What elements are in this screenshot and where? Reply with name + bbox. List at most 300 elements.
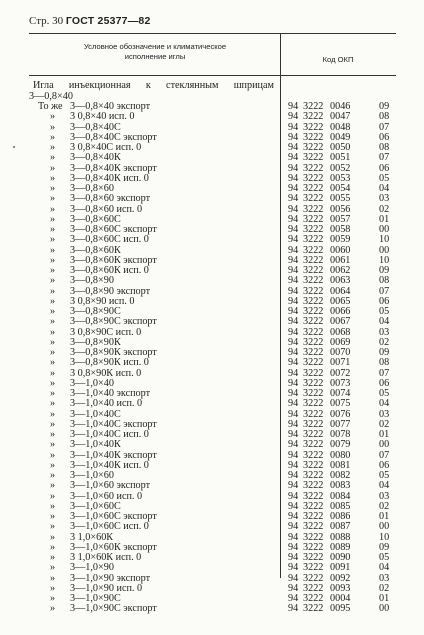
needle-designation: 3—0,8×90К экспорт bbox=[70, 347, 157, 358]
needle-designation: 3—1,0×90С экспорт bbox=[70, 603, 157, 615]
okp-code-part: 94 bbox=[288, 162, 299, 174]
ditto-mark: » bbox=[50, 511, 56, 522]
okp-code-part: 0091 bbox=[330, 562, 351, 574]
okp-code-part: 94 bbox=[288, 511, 299, 522]
okp-code-part: 08 bbox=[379, 275, 390, 287]
okp-code-part: 94 bbox=[288, 377, 299, 389]
okp-code-part: 3222 bbox=[303, 101, 324, 112]
okp-code-part: 94 bbox=[288, 203, 299, 215]
needle-designation: 3—1,0×60С экспорт bbox=[70, 511, 157, 522]
okp-code-part: 0059 bbox=[330, 234, 351, 246]
ditto-mark: » bbox=[50, 224, 56, 235]
okp-code-part: 3222 bbox=[303, 593, 324, 604]
okp-code-part: 10 bbox=[379, 254, 390, 266]
okp-code-part: 0092 bbox=[330, 572, 351, 584]
okp-code-part: 00 bbox=[379, 439, 390, 451]
ditto-mark: » bbox=[50, 285, 56, 297]
ditto-mark: » bbox=[50, 357, 56, 369]
ditto-mark: » bbox=[50, 521, 56, 533]
okp-code-part: 94 bbox=[288, 490, 299, 502]
okp-code-part: 3222 bbox=[303, 531, 324, 543]
okp-code-part: 01 bbox=[379, 593, 390, 604]
okp-code-part: 3222 bbox=[303, 388, 324, 399]
okp-code-part: 94 bbox=[288, 172, 299, 184]
table-row bbox=[0, 246, 424, 256]
table-row bbox=[0, 451, 424, 461]
needle-designation: 3—1,0×60 исп. 0 bbox=[70, 490, 143, 502]
okp-code-part: 94 bbox=[288, 265, 299, 276]
okp-code-part: 3222 bbox=[303, 367, 324, 379]
needle-designation: 3 0,8×90С исп. 0 bbox=[70, 326, 142, 338]
table-row bbox=[0, 410, 424, 420]
ditto-mark: » bbox=[50, 500, 56, 512]
ditto-mark: » bbox=[50, 531, 56, 543]
okp-code-part: 94 bbox=[288, 234, 299, 246]
okp-code-part: 05 bbox=[379, 470, 390, 481]
okp-code-part: 0087 bbox=[330, 521, 351, 533]
okp-code-part: 94 bbox=[288, 254, 299, 266]
okp-code-part: 01 bbox=[379, 429, 390, 440]
table-row bbox=[0, 430, 424, 440]
okp-code-part: 04 bbox=[379, 562, 390, 574]
okp-code-part: 0004 bbox=[330, 593, 351, 604]
table-row bbox=[0, 379, 424, 389]
needle-designation: 3—0,8×90 bbox=[70, 275, 114, 287]
page-header bbox=[29, 15, 151, 27]
ditto-mark: » bbox=[50, 234, 56, 246]
okp-code-part: 3222 bbox=[303, 511, 324, 522]
okp-code-part: 3222 bbox=[303, 111, 324, 123]
ditto-mark: » bbox=[50, 347, 56, 358]
ditto-mark: » bbox=[50, 193, 56, 205]
group-title: Игла инъекционная к стеклянным шприцам 3—0,8×40 bbox=[29, 80, 274, 102]
okp-code-part: 3222 bbox=[303, 398, 324, 410]
needle-designation: 3—0,8×60К экспорт bbox=[70, 254, 157, 266]
table-row bbox=[0, 348, 424, 358]
okp-code-part: 94 bbox=[288, 347, 299, 358]
okp-code-part: 94 bbox=[288, 193, 299, 205]
okp-code-part: 94 bbox=[288, 121, 299, 133]
okp-code-part: 3222 bbox=[303, 295, 324, 307]
okp-code-part: 94 bbox=[288, 408, 299, 420]
okp-code-part: 07 bbox=[379, 121, 390, 133]
okp-code-part: 3222 bbox=[303, 552, 324, 563]
designation-column-header: Условное обозначение и климатическое исполнение иглы bbox=[83, 42, 227, 61]
needle-designation: 3—1,0×60С исп. 0 bbox=[70, 521, 149, 533]
ditto-mark: » bbox=[50, 152, 56, 164]
okp-code-part: 94 bbox=[288, 367, 299, 379]
okp-code-part: 00 bbox=[379, 224, 390, 235]
needle-designation: 3—1,0×90 bbox=[70, 562, 114, 574]
okp-code-part: 94 bbox=[288, 531, 299, 543]
needle-designation: 3—1,0×40 bbox=[70, 377, 114, 389]
table-row bbox=[0, 266, 424, 276]
okp-code-part: 3222 bbox=[303, 265, 324, 276]
okp-code-part: 07 bbox=[379, 367, 390, 379]
okp-code-part: 0074 bbox=[330, 388, 351, 399]
needle-designation: 3—1,0×40 экспорт bbox=[70, 388, 151, 399]
okp-code-part: 3222 bbox=[303, 224, 324, 235]
ditto-mark: » bbox=[50, 593, 56, 604]
ditto-mark: » bbox=[50, 162, 56, 174]
okp-code-part: 0062 bbox=[330, 265, 351, 276]
okp-code-part: 94 bbox=[288, 183, 299, 194]
okp-code-part: 0052 bbox=[330, 162, 351, 174]
ditto-mark: » bbox=[50, 603, 56, 615]
needle-designation: 3—1,0×40С экспорт bbox=[70, 418, 157, 430]
table-row bbox=[0, 215, 424, 225]
okp-code-part: 94 bbox=[288, 500, 299, 512]
ditto-mark: » bbox=[50, 244, 56, 256]
okp-code-part: 02 bbox=[379, 582, 390, 594]
okp-code-part: 0085 bbox=[330, 500, 351, 512]
okp-code-part: 0081 bbox=[330, 459, 351, 471]
okp-code-part: 09 bbox=[379, 265, 390, 276]
ditto-mark: » bbox=[50, 367, 56, 379]
ditto-mark: » bbox=[50, 480, 56, 492]
okp-code-part: 3222 bbox=[303, 183, 324, 194]
table-row bbox=[0, 369, 424, 379]
okp-code-part: 3222 bbox=[303, 244, 324, 256]
table-row bbox=[0, 307, 424, 317]
table-row bbox=[0, 492, 424, 502]
okp-code-part: 3222 bbox=[303, 418, 324, 430]
table-row bbox=[0, 594, 424, 604]
okp-code-part: 0082 bbox=[330, 470, 351, 481]
okp-code-part: 94 bbox=[288, 224, 299, 235]
ditto-mark: » bbox=[50, 541, 56, 553]
ditto-mark: » bbox=[50, 408, 56, 420]
ditto-mark: » bbox=[50, 121, 56, 133]
okp-code-part: 3222 bbox=[303, 316, 324, 328]
okp-code-part: 0054 bbox=[330, 183, 351, 194]
ditto-mark: » bbox=[50, 388, 56, 399]
okp-code-part: 00 bbox=[379, 603, 390, 615]
table-row bbox=[0, 563, 424, 573]
okp-code-part: 94 bbox=[288, 429, 299, 440]
needle-designation: 3—0,8×60С исп. 0 bbox=[70, 234, 149, 246]
table-row bbox=[0, 481, 424, 491]
okp-code-part: 0069 bbox=[330, 336, 351, 348]
ditto-mark: » bbox=[50, 172, 56, 184]
okp-code-part: 05 bbox=[379, 388, 390, 399]
table-top-rule bbox=[29, 33, 396, 34]
needle-designation: 3 1,0×60К исп. 0 bbox=[70, 552, 142, 563]
okp-code-part: 94 bbox=[288, 552, 299, 563]
needle-designation: 3—1,0×90 экспорт bbox=[70, 572, 151, 584]
standard-title: ГОСТ 25377—82 bbox=[65, 15, 151, 27]
okp-code-part: 03 bbox=[379, 408, 390, 420]
okp-code-part: 03 bbox=[379, 326, 390, 338]
okp-code-part: 3222 bbox=[303, 439, 324, 451]
okp-code-part: 94 bbox=[288, 152, 299, 164]
okp-code-part: 05 bbox=[379, 306, 390, 317]
okp-code-part: 01 bbox=[379, 213, 390, 225]
okp-code-part: 94 bbox=[288, 244, 299, 256]
needle-designation: 3—0,8×40С экспорт bbox=[70, 131, 157, 143]
needle-designation: 3—1,0×60К экспорт bbox=[70, 541, 157, 553]
okp-code-part: 04 bbox=[379, 398, 390, 410]
okp-code-part: 00 bbox=[379, 244, 390, 256]
okp-code-part: 3222 bbox=[303, 572, 324, 584]
ditto-mark: » bbox=[50, 572, 56, 584]
okp-code-part: 0080 bbox=[330, 449, 351, 461]
okp-code-part: 09 bbox=[379, 101, 390, 112]
ditto-mark: » bbox=[50, 449, 56, 461]
needle-designation: 3 0,8×40С исп. 0 bbox=[70, 142, 142, 153]
okp-code-part: 03 bbox=[379, 490, 390, 502]
table-row bbox=[0, 297, 424, 307]
ditto-mark: » bbox=[50, 142, 56, 153]
table-row bbox=[0, 461, 424, 471]
okp-code-part: 02 bbox=[379, 418, 390, 430]
table-row bbox=[0, 256, 424, 266]
table-row bbox=[0, 153, 424, 163]
table-row bbox=[0, 133, 424, 143]
okp-code-part: 0064 bbox=[330, 285, 351, 297]
okp-code-part: 08 bbox=[379, 142, 390, 153]
okp-code-part: 3222 bbox=[303, 275, 324, 287]
okp-code-part: 0049 bbox=[330, 131, 351, 143]
okp-code-part: 94 bbox=[288, 459, 299, 471]
okp-code-part: 04 bbox=[379, 480, 390, 492]
table-row bbox=[0, 276, 424, 286]
needle-designation: 3—0,8×90К исп. 0 bbox=[70, 357, 149, 369]
okp-code-part: 94 bbox=[288, 388, 299, 399]
okp-code-part: 94 bbox=[288, 418, 299, 430]
okp-code-part: 3222 bbox=[303, 172, 324, 184]
okp-code-part: 07 bbox=[379, 152, 390, 164]
okp-code-part: 3222 bbox=[303, 480, 324, 492]
okp-code-part: 01 bbox=[379, 511, 390, 522]
ditto-mark: » bbox=[50, 582, 56, 594]
needle-designation: 3—0,8×40К исп. 0 bbox=[70, 172, 149, 184]
table-row bbox=[0, 205, 424, 215]
needle-designation: 3—0,8×60К bbox=[70, 244, 121, 256]
okp-code-part: 94 bbox=[288, 603, 299, 615]
ditto-mark: » bbox=[50, 213, 56, 225]
needle-designation: 3—1,0×60С bbox=[70, 500, 121, 512]
okp-code-part: 3222 bbox=[303, 193, 324, 205]
okp-code-part: 04 bbox=[379, 183, 390, 194]
okp-code-part: 0090 bbox=[330, 552, 351, 563]
needle-designation: 3—1,0×40К исп. 0 bbox=[70, 459, 149, 471]
ditto-mark: » bbox=[50, 377, 56, 389]
needle-designation: 3—0,8×90 экспорт bbox=[70, 285, 151, 297]
okp-code-part: 3222 bbox=[303, 347, 324, 358]
okp-code-part: 94 bbox=[288, 275, 299, 287]
table-row bbox=[0, 174, 424, 184]
table-row bbox=[0, 328, 424, 338]
okp-code-part: 3222 bbox=[303, 521, 324, 533]
table-row bbox=[0, 512, 424, 522]
table-row bbox=[0, 102, 424, 112]
needle-designation: 3—1,0×40К экспорт bbox=[70, 449, 157, 461]
okp-code-part: 0093 bbox=[330, 582, 351, 594]
table-row bbox=[0, 184, 424, 194]
okp-code-part: 05 bbox=[379, 552, 390, 563]
okp-code-part: 00 bbox=[379, 521, 390, 533]
okp-code-part: 06 bbox=[379, 131, 390, 143]
ditto-mark: » bbox=[50, 265, 56, 276]
okp-code-part: 94 bbox=[288, 101, 299, 112]
okp-code-part: 94 bbox=[288, 111, 299, 123]
okp-code-part: 0053 bbox=[330, 172, 351, 184]
okp-code-part: 10 bbox=[379, 531, 390, 543]
okp-code-part: 3222 bbox=[303, 500, 324, 512]
okp-code-part: 0076 bbox=[330, 408, 351, 420]
okp-code-part: 94 bbox=[288, 285, 299, 297]
okp-code-part: 0083 bbox=[330, 480, 351, 492]
okp-code-part: 0089 bbox=[330, 541, 351, 553]
okp-code-part: 0079 bbox=[330, 439, 351, 451]
okp-code-part: 07 bbox=[379, 285, 390, 297]
okp-code-part: 10 bbox=[379, 234, 390, 246]
table-row bbox=[0, 225, 424, 235]
table-row bbox=[0, 143, 424, 153]
okp-code-part: 3222 bbox=[303, 582, 324, 594]
okp-code-part: 94 bbox=[288, 142, 299, 153]
okp-code-part: 94 bbox=[288, 582, 299, 594]
table-row bbox=[0, 522, 424, 532]
okp-code-part: 0058 bbox=[330, 224, 351, 235]
okp-code-part: 3222 bbox=[303, 131, 324, 143]
okp-code-part: 3222 bbox=[303, 285, 324, 297]
table-row bbox=[0, 194, 424, 204]
needle-designation: 3—0,8×90С bbox=[70, 306, 121, 317]
okp-code-part: 94 bbox=[288, 295, 299, 307]
ditto-mark: » bbox=[50, 316, 56, 328]
okp-code-part: 3222 bbox=[303, 234, 324, 246]
okp-code-part: 0088 bbox=[330, 531, 351, 543]
okp-code-part: 3222 bbox=[303, 306, 324, 317]
okp-code-part: 0065 bbox=[330, 295, 351, 307]
okp-code-part: 3222 bbox=[303, 377, 324, 389]
okp-code-part: 0084 bbox=[330, 490, 351, 502]
table-row bbox=[0, 317, 424, 327]
needle-designation: 3—0,8×60К исп. 0 bbox=[70, 265, 149, 276]
okp-code-part: 05 bbox=[379, 172, 390, 184]
okp-code-part: 0078 bbox=[330, 429, 351, 440]
okp-code-part: 3222 bbox=[303, 326, 324, 338]
table-row bbox=[0, 338, 424, 348]
okp-code-part: 94 bbox=[288, 541, 299, 553]
okp-code-part: 3222 bbox=[303, 541, 324, 553]
table-row bbox=[0, 123, 424, 133]
needle-designation: 3—1,0×40 исп. 0 bbox=[70, 398, 143, 410]
okp-code-part: 94 bbox=[288, 131, 299, 143]
okp-code-part: 94 bbox=[288, 449, 299, 461]
okp-code-part: 3222 bbox=[303, 408, 324, 420]
page-number: Стр. 30 bbox=[29, 15, 64, 27]
okp-code-part: 06 bbox=[379, 162, 390, 174]
okp-code-part: 94 bbox=[288, 521, 299, 533]
okp-code-part: 0066 bbox=[330, 306, 351, 317]
ditto-mark: » bbox=[50, 459, 56, 471]
okp-code-part: 0077 bbox=[330, 418, 351, 430]
okp-code-part: 06 bbox=[379, 459, 390, 471]
okp-code-part: 3222 bbox=[303, 603, 324, 615]
okp-code-part: 0072 bbox=[330, 367, 351, 379]
code-column-header: Код ОКП bbox=[322, 55, 354, 64]
needle-designation: 3—1,0×40С исп. 0 bbox=[70, 429, 149, 440]
table-row bbox=[0, 287, 424, 297]
okp-code-part: 0086 bbox=[330, 511, 351, 522]
group-title-line2: 3—0,8×40 bbox=[29, 90, 73, 102]
okp-code-part: 03 bbox=[379, 572, 390, 584]
ditto-mark: » bbox=[50, 336, 56, 348]
needle-designation: 3—1,0×40К bbox=[70, 439, 121, 451]
okp-code-part: 3222 bbox=[303, 121, 324, 133]
okp-code-part: 94 bbox=[288, 439, 299, 451]
needle-designation: 3 0,8×90 исп. 0 bbox=[70, 295, 135, 307]
okp-code-part: 06 bbox=[379, 295, 390, 307]
okp-code-part: 03 bbox=[379, 193, 390, 205]
okp-code-part: 94 bbox=[288, 316, 299, 328]
okp-code-part: 04 bbox=[379, 316, 390, 328]
ditto-mark: » bbox=[50, 470, 56, 481]
okp-code-part: 0063 bbox=[330, 275, 351, 287]
okp-code-part: 0070 bbox=[330, 347, 351, 358]
ditto-mark: » bbox=[50, 111, 56, 123]
needle-designation: 3—1,0×40С bbox=[70, 408, 121, 420]
needle-designation: 3—0,8×60С bbox=[70, 213, 121, 225]
okp-code-part: 94 bbox=[288, 336, 299, 348]
ditto-mark: » bbox=[50, 295, 56, 307]
okp-code-part: 94 bbox=[288, 213, 299, 225]
table-row bbox=[0, 420, 424, 430]
okp-code-part: 3222 bbox=[303, 336, 324, 348]
okp-code-part: 02 bbox=[379, 500, 390, 512]
ditto-mark: » bbox=[50, 439, 56, 451]
okp-code-part: 3222 bbox=[303, 142, 324, 153]
okp-code-part: 94 bbox=[288, 398, 299, 410]
okp-code-part: 3222 bbox=[303, 470, 324, 481]
table-row bbox=[0, 471, 424, 481]
ditto-mark: » bbox=[50, 429, 56, 440]
okp-code-part: 3222 bbox=[303, 429, 324, 440]
okp-code-part: 3222 bbox=[303, 254, 324, 266]
needle-designation: 3—1,0×60 экспорт bbox=[70, 480, 151, 492]
okp-code-part: 09 bbox=[379, 347, 390, 358]
table-row bbox=[0, 440, 424, 450]
needle-designation: 3—0,8×60 экспорт bbox=[70, 193, 151, 205]
okp-code-part: 94 bbox=[288, 326, 299, 338]
table-row bbox=[0, 553, 424, 563]
okp-code-part: 3222 bbox=[303, 152, 324, 164]
table-row bbox=[0, 112, 424, 122]
needle-designation: 3—0,8×90С экспорт bbox=[70, 316, 157, 328]
ditto-mark: » bbox=[50, 131, 56, 143]
okp-code-part: 94 bbox=[288, 480, 299, 492]
needle-designation: 3—0,8×60 bbox=[70, 183, 114, 194]
okp-code-part: 94 bbox=[288, 562, 299, 574]
table-row bbox=[0, 604, 424, 614]
table-row bbox=[0, 358, 424, 368]
needle-designation: 3 0,8×90К исп. 0 bbox=[70, 367, 142, 379]
okp-code-part: 94 bbox=[288, 572, 299, 584]
okp-code-part: 0075 bbox=[330, 398, 351, 410]
okp-code-part: 09 bbox=[379, 541, 390, 553]
okp-code-part: 0047 bbox=[330, 111, 351, 123]
okp-code-part: 0061 bbox=[330, 254, 351, 266]
table-row bbox=[0, 543, 424, 553]
same-as-label: То же bbox=[38, 101, 63, 112]
ditto-mark: » bbox=[50, 203, 56, 215]
needle-designation: 3—1,0×90С bbox=[70, 593, 121, 604]
okp-code-part: 0048 bbox=[330, 121, 351, 133]
okp-code-part: 0056 bbox=[330, 203, 351, 215]
